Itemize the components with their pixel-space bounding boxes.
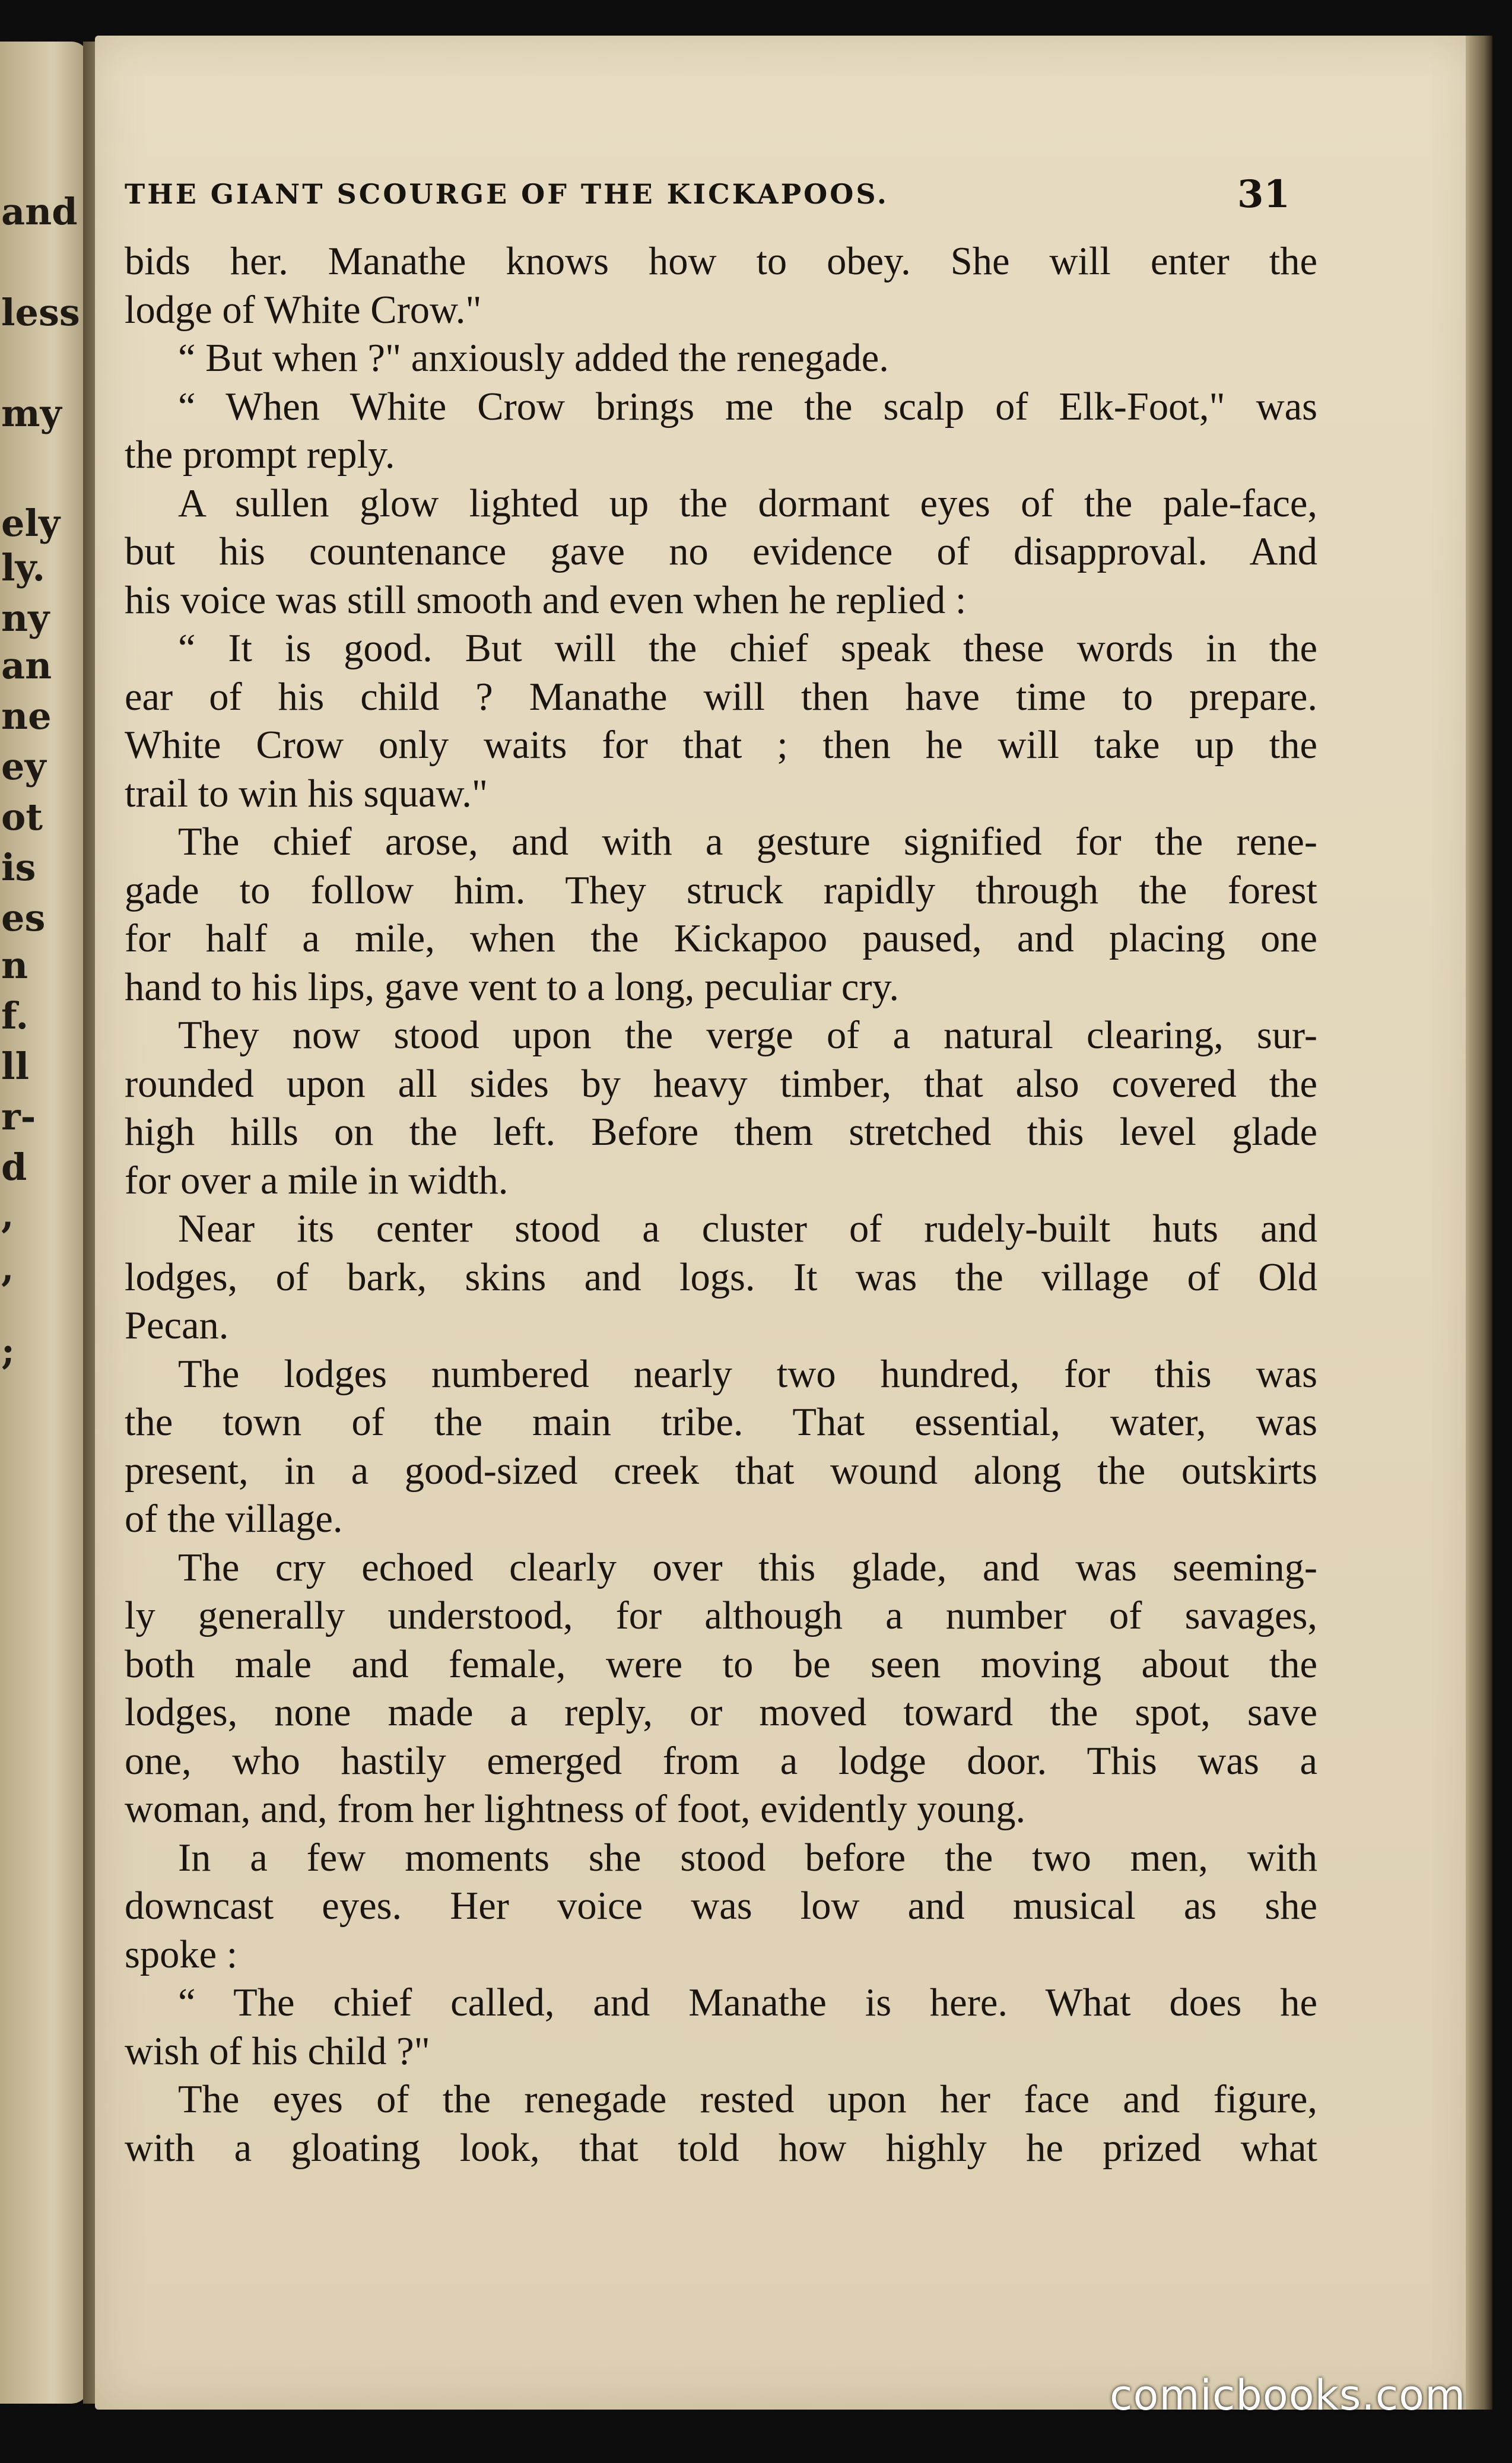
text-line: “ But when ?" anxiously added the renegade. — [178, 337, 889, 380]
text-line: “ When White Crow brings me the scalp of Elk-Foot," was — [178, 385, 1317, 429]
text-line: lodges, none made a reply, or moved toward the spot, save — [125, 1691, 1317, 1734]
watermark: comicbooks.com — [1110, 2371, 1466, 2420]
text-line: The eyes of the renegade rested upon her face and figure, — [178, 2078, 1317, 2121]
left-page-fragment: is — [1, 846, 36, 889]
text-line: both male and female, were to be seen moving about the — [125, 1642, 1317, 1686]
left-page-fragment: es — [1, 896, 46, 940]
text-line: Pecan. — [125, 1304, 229, 1347]
text-line: hand to his lips, gave vent to a long, peculiar cry. — [125, 965, 900, 1009]
text-line: downcast eyes. Her voice was low and musical as she — [125, 1884, 1317, 1928]
text-line: In a few moments she stood before the two men, with — [178, 1836, 1317, 1880]
left-page-fragment: less — [1, 291, 80, 334]
text-line: woman, and, from her lightness of foot, evidently young. — [125, 1788, 1026, 1831]
text-line: his voice was still smooth and even when he replied : — [125, 578, 967, 622]
text-line: the town of the main tribe. That essential, water, was — [125, 1401, 1317, 1444]
left-page-fragment: ; — [1, 1329, 15, 1373]
text-line: of the village. — [125, 1497, 343, 1541]
text-line: ly generally understood, for although a number of savages, — [125, 1594, 1317, 1637]
left-page-fragment: ot — [1, 795, 43, 839]
left-page-fragment: n — [1, 944, 28, 987]
text-line: gade to follow him. They struck rapidly through the forest — [125, 868, 1317, 912]
text-line: ear of his child ? Manathe will then have time to prepare. — [125, 675, 1317, 719]
text-line: present, in a good-sized creek that wound along the outskirts — [125, 1449, 1317, 1493]
left-page-fragment: ely — [1, 502, 61, 545]
text-line: bids her. Manathe knows how to obey. She will enter the — [125, 240, 1317, 283]
left-page-fragment: my — [1, 392, 62, 435]
text-line: but his countenance gave no evidence of disapproval. And — [125, 530, 1317, 573]
left-page-fragment: f. — [1, 994, 29, 1037]
text-line: with a gloating look, that told how highly he prized what — [125, 2126, 1317, 2170]
body-text — [125, 237, 1317, 2172]
text-line: the prompt reply. — [125, 433, 395, 477]
text-line: A sullen glow lighted up the dormant eyes of the pale-face, — [178, 481, 1317, 525]
text-line: The chief arose, and with a gesture signified for the rene- — [178, 820, 1317, 864]
left-page-edge — [0, 42, 89, 2404]
page-edge — [1466, 36, 1492, 2410]
left-page-fragment: ly. — [1, 546, 46, 589]
text-line: “ The chief called, and Manathe is here. What does he — [178, 1981, 1317, 2024]
text-line: The lodges numbered nearly two hundred, for this was — [178, 1352, 1317, 1396]
text-line: trail to win his squaw." — [125, 772, 488, 815]
left-page-fragment: , — [1, 1246, 14, 1290]
text-line: White Crow only waits for that ; then he will take up the — [125, 723, 1317, 767]
text-line: one, who hastily emerged from a lodge door. This was a — [125, 1739, 1317, 1783]
text-line: lodge of White Crow." — [125, 288, 482, 332]
text-line: wish of his child ?" — [125, 2029, 430, 2073]
text-line: lodges, of bark, skins and logs. It was the village of Old — [125, 1255, 1317, 1299]
text-line: high hills on the left. Before them stretched this level glade — [125, 1110, 1317, 1154]
running-header: THE GIANT SCOURGE OF THE KICKAPOOS. — [125, 178, 889, 210]
left-page-fragment: and — [1, 190, 78, 233]
left-page-fragment: an — [1, 644, 52, 687]
text-line: “ It is good. But will the chief speak these words in the — [178, 627, 1317, 670]
text-line: They now stood upon the verge of a natural clearing, sur- — [178, 1014, 1317, 1057]
text-line: spoke : — [125, 1932, 238, 1976]
page-number: 31 — [1237, 172, 1291, 217]
left-page-fragment: d — [1, 1145, 27, 1189]
text-line: for half a mile, when the Kickapoo paused, and placing one — [125, 917, 1317, 960]
left-page-fragment: , — [1, 1193, 14, 1236]
left-page-fragment: ny — [1, 596, 50, 640]
left-page-fragment: ey — [1, 745, 46, 788]
left-page-fragment: ne — [1, 694, 52, 738]
text-line: for over a mile in width. — [125, 1159, 509, 1202]
text-line: Near its center stood a cluster of rudely-built huts and — [178, 1207, 1317, 1250]
text-line: rounded upon all sides by heavy timber, that also covered the — [125, 1062, 1317, 1106]
text-line: The cry echoed clearly over this glade, and was seeming- — [178, 1545, 1317, 1589]
left-page-fragment: r- — [1, 1095, 36, 1138]
left-page-fragment: ll — [1, 1045, 30, 1088]
